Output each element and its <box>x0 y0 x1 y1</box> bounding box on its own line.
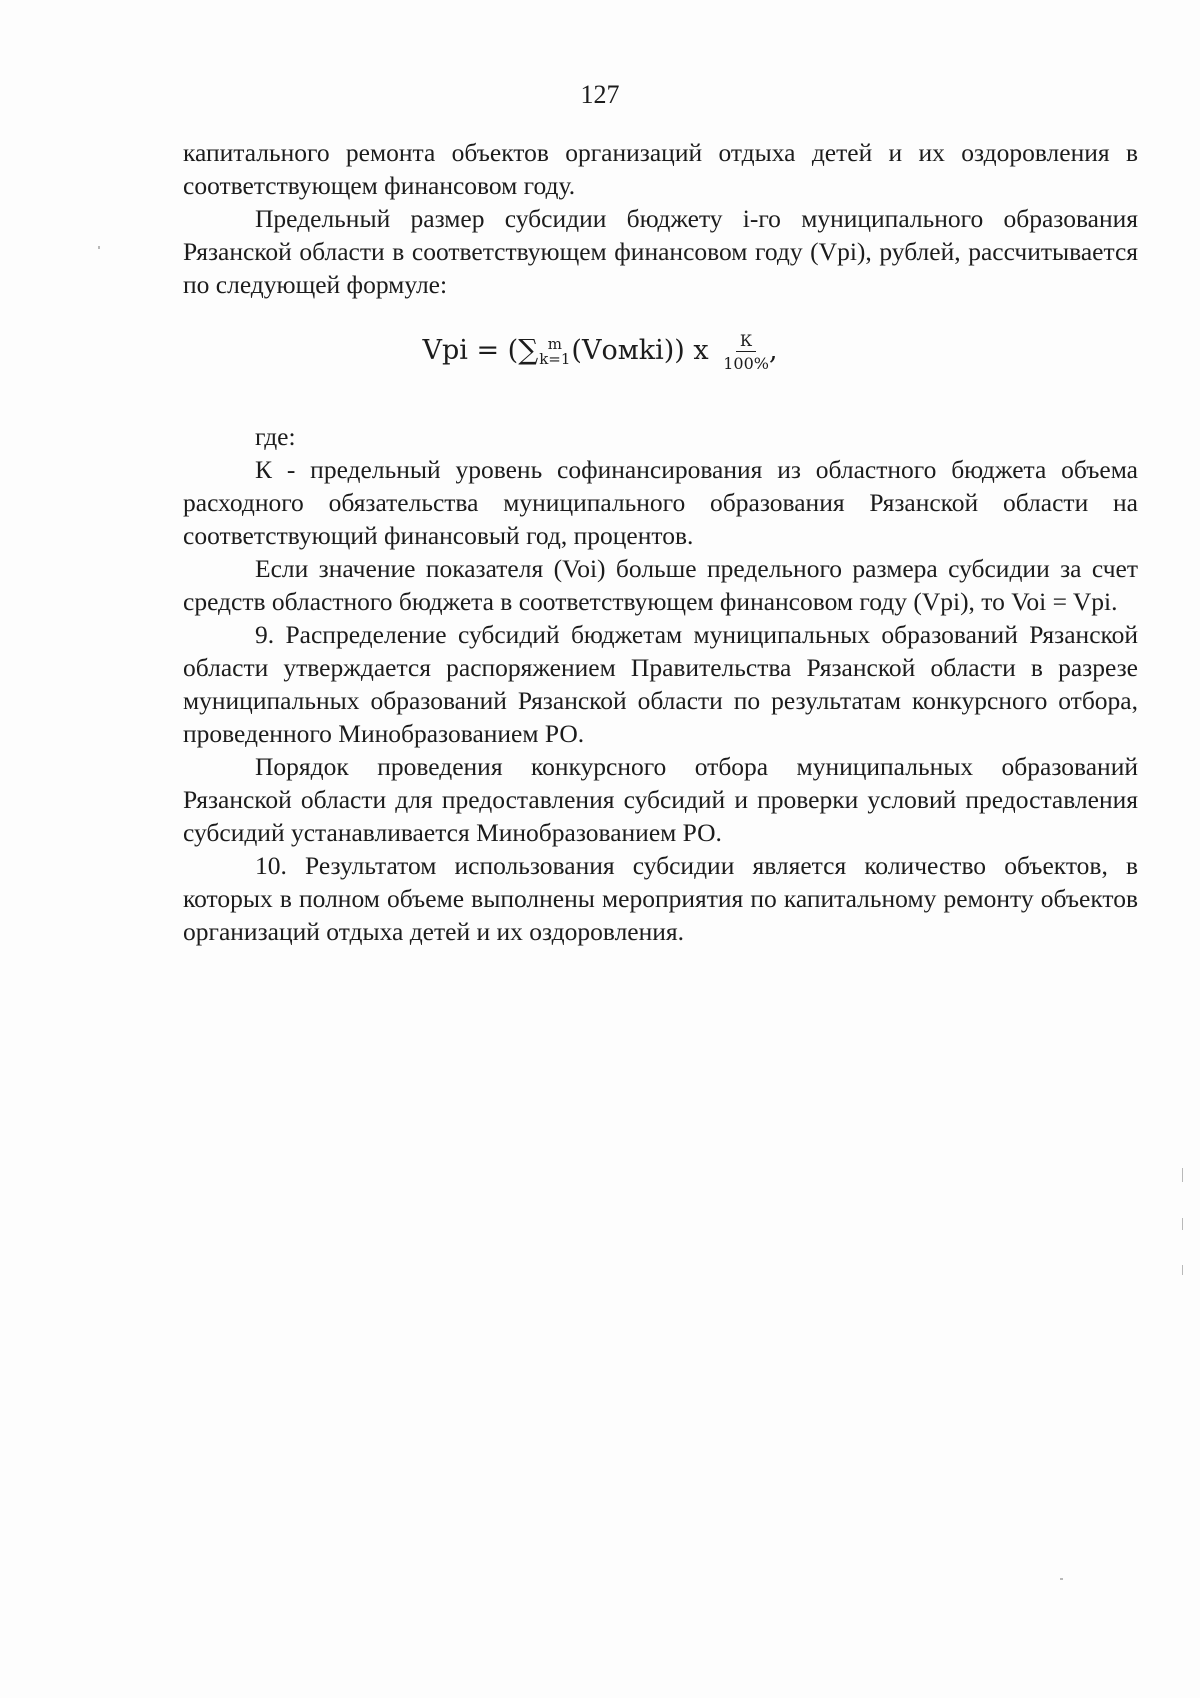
fraction-numerator: К <box>736 331 756 352</box>
sum-limits <box>539 334 571 368</box>
clause-9-paragraph: 9. Распределение субсидий бюджетам муниципальных образований Рязанской области утверждается распоряжением Правительства Рязанской области в разрезе муниципальных образований Рязанской области по результатам конкурсного отбора, проведенного Минобразованием РО. <box>183 620 1138 748</box>
scan-speck <box>1182 1168 1183 1182</box>
scan-speck <box>1182 1218 1183 1230</box>
formula-open-paren: ( <box>507 335 519 366</box>
subsidy-limit-paragraph: Предельный размер субсидии бюджету i-го муниципального образования Рязанской области в соответствующем финансовом году (Vpi), рублей, рассчитывается по следующей формуле: <box>183 204 1138 299</box>
continuation-paragraph: капитального ремонта объектов организаций отдыха детей и их оздоровления в соответствующем финансовом году. <box>183 138 1138 200</box>
clause-10-paragraph: 10. Результатом использования субсидии является количество объектов, в которых в полном объеме выполнены мероприятия по капитальному ремонту объектов организаций отдыха детей и их оздоровления. <box>183 851 1138 946</box>
formula-fraction <box>723 331 769 373</box>
sum-lower-limit: k=1 <box>539 349 571 368</box>
fraction-denominator: 100% <box>723 353 769 373</box>
sum-upper-limit: m <box>547 334 562 353</box>
limit-condition-paragraph: Если значение показателя (Voi) больше предельного размера субсидии за счет средств областного бюджета в соответствующем финансовом году (Vpi), то Voi = Vpi. <box>183 554 1138 616</box>
scan-speck <box>1060 1578 1063 1580</box>
scan-speck <box>98 246 100 249</box>
selection-procedure-paragraph: Порядок проведения конкурсного отбора муниципальных образований Рязанской области для предоставления субсидий и проверки условий предоставления субсидий устанавливается Минобразованием РО. <box>183 752 1138 847</box>
page-number: 127 <box>580 80 620 109</box>
formula-comma: , <box>768 335 778 366</box>
formula-times: x <box>693 335 709 366</box>
where-label: где: <box>255 422 296 451</box>
sum-sign: ∑ <box>518 333 539 366</box>
document-body-bottom <box>183 453 1138 948</box>
formula-term: (Vомki)) <box>571 335 685 366</box>
document-body-top <box>183 136 1138 301</box>
scan-speck <box>1182 1265 1183 1275</box>
subsidy-formula <box>0 330 1200 373</box>
coefficient-definition-paragraph: К - предельный уровень софинансирования из областного бюджета объема расходного обязательства муниципального образования Рязанской области на соответствующий финансовый год, процентов. <box>183 455 1138 550</box>
formula-lhs: Vpi = <box>422 335 500 366</box>
